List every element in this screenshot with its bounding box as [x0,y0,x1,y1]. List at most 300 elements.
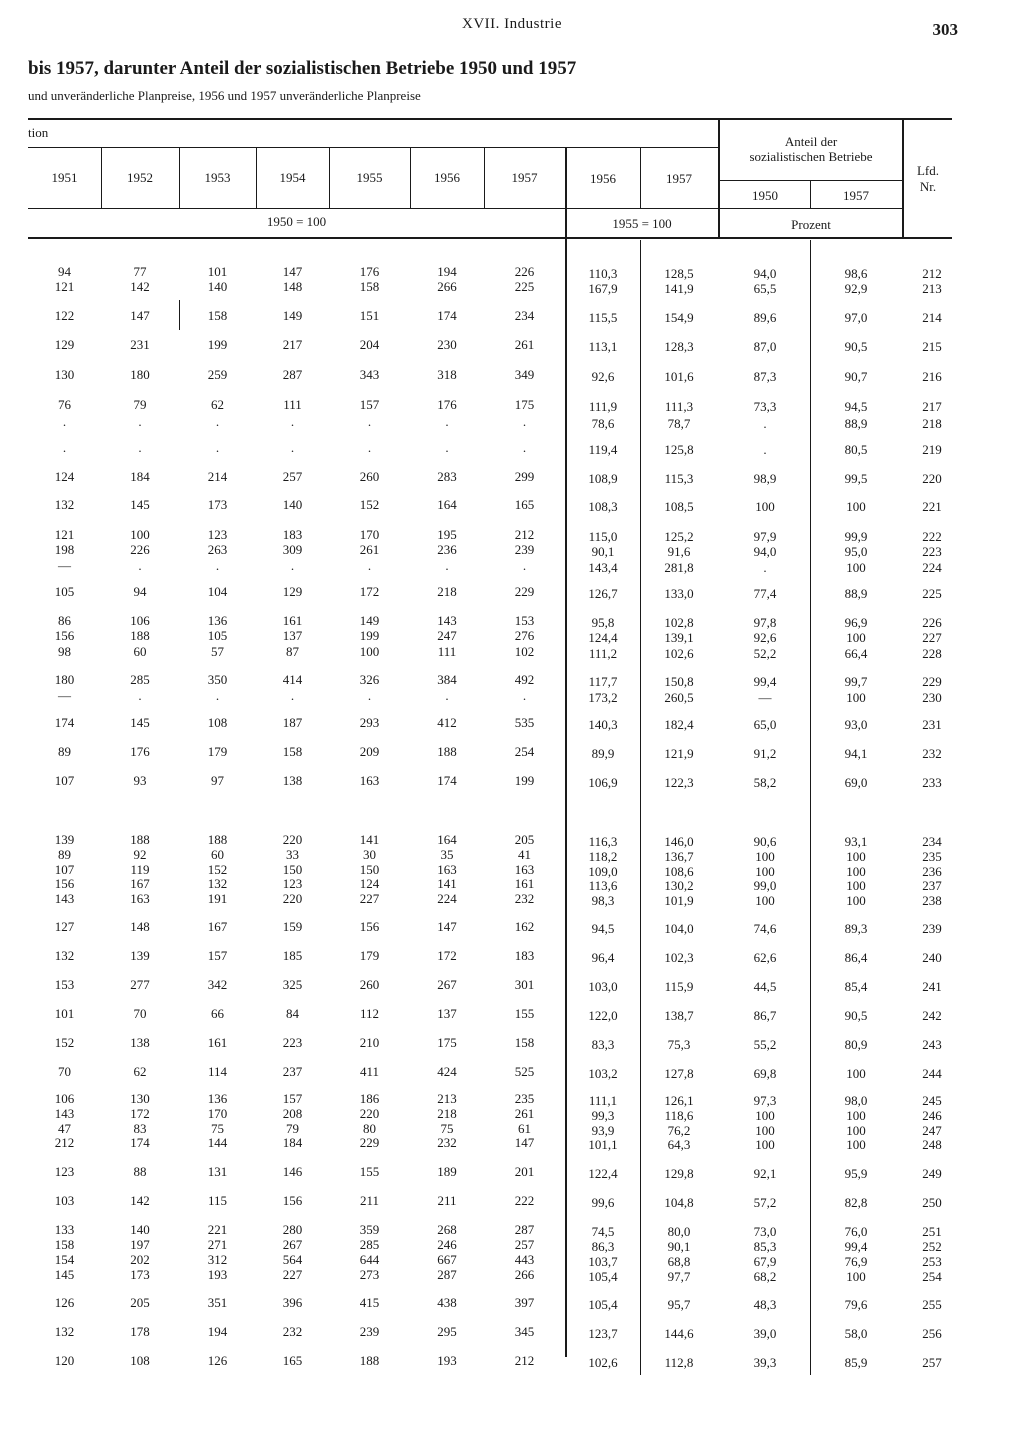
anteil-year: 1950 [752,188,778,203]
value-1951: 89 [58,847,71,862]
value-1953: 161 [207,1035,228,1050]
value-1954: 187 [282,715,303,730]
lfd-nr: 234 [922,834,942,849]
value-1957: 257 [514,1237,535,1252]
value-1957: 201 [514,1164,535,1179]
value-1956: 189 [437,1164,457,1179]
index-1957: 146,0 [664,834,694,849]
anteil-1950: 100 [755,1137,775,1152]
value-1955: 186 [359,1091,380,1106]
lfd-nr: 225 [922,586,942,601]
value-1956: 35 [440,847,454,862]
value-1957: 158 [514,1035,535,1050]
value-1956: 247 [437,628,457,643]
value-1955: 157 [359,397,380,412]
index-1956: 143,4 [588,560,618,575]
anteil-label: sozialistischen Betriebe [749,149,873,164]
anteil-1950: . [763,442,767,457]
value-1956: 667 [437,1252,457,1267]
anteil-1950: 100 [755,1123,775,1138]
anteil-1957: 90,5 [844,1008,868,1023]
value-1951: 120 [54,1353,75,1368]
anteil-1957: 94,5 [844,399,868,414]
value-1954: 33 [286,847,299,862]
value-1955: 30 [363,847,376,862]
index-1956: 122,4 [588,1166,618,1181]
index-1956: 123,7 [588,1326,618,1341]
value-1956: . [445,440,449,455]
value-1957: 301 [514,977,535,992]
lfd-nr: 253 [922,1254,942,1269]
index-1957: 104,0 [664,921,694,936]
value-1953: 136 [207,613,228,628]
index-1957: 139,1 [664,630,694,645]
anteil-1950: 67,9 [753,1254,777,1269]
index-1956: 113,1 [588,339,618,354]
value-1952: 167 [130,876,150,891]
index-1957: 91,6 [667,544,691,559]
lfd-nr: 240 [922,950,942,965]
value-1951: 70 [58,1064,71,1079]
index-1956: 111,1 [588,1093,618,1108]
value-1955: 359 [359,1222,380,1237]
value-1953: 312 [207,1252,228,1267]
anteil-1950: 39,0 [753,1326,777,1341]
anteil-1957: 88,9 [844,586,868,601]
year-header: 1956 [434,170,460,185]
value-1953: 60 [211,847,224,862]
value-1957: 199 [514,773,535,788]
value-1953: 193 [207,1267,228,1282]
value-1956: 193 [437,1353,457,1368]
index-1956: 93,9 [591,1123,615,1138]
value-1956: 283 [437,469,457,484]
anteil-1950: 97,8 [753,615,777,630]
anteil-1957: 66,4 [844,646,868,661]
value-1953: 170 [207,1106,228,1121]
value-1954: 208 [282,1106,303,1121]
value-1956: 287 [437,1267,457,1282]
value-1954: 79 [286,1121,299,1136]
value-1954: 148 [282,279,303,294]
value-1956: 143 [437,613,457,628]
value-1955: 343 [359,367,380,382]
anteil-1950: 69,8 [753,1066,777,1081]
index-1957: 118,6 [664,1108,694,1123]
value-1952: . [138,558,142,573]
index-1956: 115,5 [588,310,618,325]
value-1951: 132 [54,948,75,963]
value-1952: 205 [130,1295,150,1310]
anteil-1950: 73,0 [753,1224,777,1239]
value-1957: 287 [514,1222,535,1237]
value-1951: 86 [58,613,71,628]
value-1954: 159 [282,919,303,934]
value-1954: . [290,688,295,703]
value-1955: 229 [359,1135,380,1150]
value-1953: 259 [207,367,228,382]
value-1953: 158 [207,308,228,323]
index-1956: 99,6 [591,1195,615,1210]
value-1954: 309 [282,542,303,557]
value-1951: 107 [54,862,75,877]
value-1953: . [215,688,220,703]
value-1954: 227 [282,1267,303,1282]
value-1952: 145 [130,497,150,512]
value-1955: 239 [359,1324,380,1339]
anteil-1957: 99,4 [844,1239,868,1254]
anteil-1950: 77,4 [753,586,777,601]
value-1955: 227 [359,891,380,906]
index-1956: 115,0 [588,529,618,544]
index-1957: 121,9 [664,746,694,761]
index-1956: 74,5 [591,1224,615,1239]
lfd-nr: 247 [922,1123,942,1138]
value-1954: 414 [282,672,303,687]
value-1951: 133 [54,1222,75,1237]
value-1951: 76 [58,397,71,412]
anteil-1950: 92,6 [753,630,777,645]
value-1952: 106 [130,613,150,628]
value-1954: 217 [282,337,303,352]
value-1953: 131 [207,1164,228,1179]
index-1957: 127,8 [664,1066,694,1081]
anteil-1957: 88,9 [844,416,868,431]
value-1955: 260 [359,977,380,992]
index-1957: 101,9 [664,893,694,908]
index-1957: 260,5 [664,690,694,705]
value-1951: 152 [54,1035,75,1050]
value-1952: 142 [130,1193,150,1208]
value-1953: 173 [207,497,228,512]
value-1953: 214 [207,469,228,484]
value-1953: 140 [207,279,228,294]
lfd-nr: 233 [922,775,942,790]
value-1955: 411 [359,1064,380,1079]
value-1957: . [522,414,527,429]
value-1954: 185 [282,948,303,963]
value-1954: 138 [282,773,303,788]
anteil-1957: 86,4 [844,950,868,965]
anteil-1950: 39,3 [753,1355,777,1370]
table-title: bis 1957, darunter Anteil der sozialistischen Betriebe 1950 und 1957 [28,58,577,79]
index-1956: 92,6 [591,369,615,384]
lfd-nr: 248 [922,1137,942,1152]
value-1951: 107 [54,773,75,788]
value-1956: . [445,558,449,573]
value-1953: 167 [207,919,228,934]
value-1951: 158 [54,1237,75,1252]
index-1957: 90,1 [667,1239,691,1254]
anteil-1950: 94,0 [753,544,777,559]
value-1951: 156 [54,876,75,891]
value-1954: 396 [282,1295,303,1310]
anteil-1950: — [758,690,772,705]
index-1956: 126,7 [588,586,618,601]
value-1953: 57 [211,644,224,659]
value-1957: 41 [518,847,531,862]
value-1953: 123 [207,527,228,542]
value-1957: 299 [514,469,535,484]
value-1952: 176 [130,744,150,759]
value-1955: 124 [359,876,380,891]
value-1956: 268 [437,1222,457,1237]
index-1956: 96,4 [591,950,615,965]
top-rule [28,118,952,120]
value-1956: 230 [437,337,457,352]
value-1953: 179 [207,744,228,759]
lfd-nr: 226 [922,615,942,630]
value-1957: 234 [514,308,535,323]
value-1955: 209 [359,744,380,759]
value-1951: 143 [54,891,75,906]
lfd-nr: 255 [922,1297,942,1312]
value-1952: 60 [133,644,147,659]
value-1953: 104 [207,584,228,599]
base-label-b: 1955 = 100 [612,216,672,231]
value-1957: . [522,688,527,703]
value-1952: 184 [130,469,150,484]
lfd-nr: 214 [922,310,942,325]
value-1956: 438 [437,1295,457,1310]
lfd-nr: 229 [922,674,942,689]
lfd-nr: 243 [922,1037,942,1052]
value-1951: 98 [58,644,71,659]
value-1951: 126 [54,1295,75,1310]
anteil-1950: 94,0 [753,266,777,281]
value-1956: 195 [437,527,457,542]
value-1954: 223 [282,1035,303,1050]
value-1952: 70 [133,1006,147,1021]
index-1956: 116,3 [588,834,618,849]
value-1956: 174 [437,773,457,788]
lfd-nr: 231 [922,717,942,732]
index-1957: 78,7 [667,416,691,431]
anteil-1957: 100 [846,849,866,864]
value-1953: 105 [207,628,228,643]
anteil-1957: 95,0 [844,544,868,559]
lfd-nr: 245 [922,1093,942,1108]
value-1957: 261 [514,337,535,352]
anteil-1950: 62,6 [753,950,777,965]
value-1951: 105 [54,584,75,599]
value-1951: 153 [54,977,75,992]
value-1955: 151 [359,308,380,323]
index-1957: 128,3 [664,339,694,354]
index-1957: 108,5 [664,499,694,514]
anteil-1957: 100 [846,499,866,514]
index-1957: 126,1 [664,1093,694,1108]
anteil-1950: 97,3 [753,1093,777,1108]
anteil-1957: 92,9 [844,281,868,296]
value-1952: 285 [130,672,150,687]
value-1952: 83 [133,1121,147,1136]
year-header: 1955 [356,170,383,185]
value-1951: 132 [54,497,75,512]
year-header: 1952 [127,170,153,185]
index-1956: 90,1 [591,544,615,559]
index-1957: 125,8 [664,442,694,457]
value-1956: 218 [437,1106,457,1121]
index-1957: 130,2 [664,878,694,893]
index-1956: 122,0 [588,1008,618,1023]
value-1956: 137 [437,1006,457,1021]
value-1956: 218 [437,584,457,599]
value-1953: 350 [207,672,228,687]
value-1957: 226 [514,264,535,279]
value-1951: 121 [54,279,75,294]
lfd-nr: 215 [922,339,942,354]
index-1957: 102,6 [664,646,694,661]
value-1957: 535 [514,715,535,730]
anteil-1957: 82,8 [844,1195,868,1210]
anteil-1957: 93,0 [844,717,868,732]
index-1956: 105,4 [588,1269,618,1284]
value-1953: 101 [207,264,228,279]
lfd-nr: 235 [922,849,942,864]
value-1951: 122 [54,308,75,323]
anteil-1950: 89,6 [753,310,777,325]
anteil-1950: 87,3 [753,369,777,384]
index-1956: 103,7 [588,1254,618,1269]
value-1955: 152 [359,497,380,512]
year-row-rule [28,208,902,209]
value-1952: 148 [130,919,150,934]
index-1956: 103,0 [588,979,618,994]
lfd-nr: 252 [922,1239,942,1254]
lfd-nr: 227 [922,630,942,645]
value-1955: 211 [359,1193,380,1208]
value-1957: 225 [514,279,535,294]
anteil-1950: . [763,560,767,575]
lfd-nr: 220 [922,471,942,486]
index-1956: 89,9 [591,746,615,761]
value-1954: 184 [282,1135,303,1150]
index-1957: 129,8 [664,1166,694,1181]
anteil-1957: 100 [846,1066,866,1081]
anteil-year: 1957 [843,188,869,203]
anteil-1957: 90,7 [844,369,868,384]
anteil-1957: 100 [846,1137,866,1152]
anteil-1950: 68,2 [753,1269,777,1284]
value-1957: 229 [514,584,535,599]
value-1953: 75 [211,1121,224,1136]
anteil-1950: 86,7 [753,1008,777,1023]
anteil-1957: 90,5 [844,339,868,354]
value-1951: . [62,440,67,455]
lfd-nr: 212 [922,266,942,281]
index-1957: 104,8 [664,1195,694,1210]
anteil-1950: 99,4 [753,674,777,689]
value-1954: . [290,414,295,429]
lfd-nr: 241 [922,979,942,994]
value-1951: 129 [54,337,75,352]
value-1952: 178 [130,1324,150,1339]
anteil-1950: 91,2 [753,746,777,761]
value-1953: 62 [211,397,224,412]
index-1956: 109,0 [588,864,618,879]
value-1951: 156 [54,628,75,643]
lfd-nr: 244 [922,1066,942,1081]
anteil-1950: 65,5 [753,281,777,296]
value-1957: . [522,440,527,455]
lfd-nr: 254 [922,1269,942,1284]
value-1952: 94 [133,584,147,599]
value-1954: 84 [286,1006,299,1021]
anteil-1957: 100 [846,893,866,908]
value-1957: 212 [514,527,535,542]
anteil-1957: 100 [846,878,866,893]
index-1956: 98,3 [591,893,615,908]
index-1956: 105,4 [588,1297,618,1312]
year-header-b: 1957 [666,171,692,186]
running-header: XVII. Industrie [462,16,562,32]
lfd-nr: 221 [922,499,942,514]
index-1957: 133,0 [664,586,694,601]
value-1957: 232 [514,891,535,906]
value-1954: . [290,440,295,455]
value-1956: 147 [437,919,457,934]
anteil-1957: 100 [846,864,866,879]
value-1954: 257 [282,469,303,484]
value-1955: 188 [359,1353,380,1368]
index-1956: 167,9 [588,281,618,296]
anteil-1950: 99,0 [753,878,777,893]
value-1951: 124 [54,469,75,484]
value-1957: 492 [514,672,535,687]
anteil-1950: 74,6 [753,921,777,936]
value-1955: 261 [359,542,380,557]
anteil-1957: 58,0 [844,1326,868,1341]
index-1956: 106,9 [588,775,618,790]
value-1952: 139 [130,948,150,963]
anteil-1957: 100 [846,560,866,575]
value-1951: 101 [54,1006,75,1021]
value-1953: 108 [207,715,228,730]
value-1955: 260 [359,469,380,484]
index-1956: 86,3 [591,1239,615,1254]
value-1954: 183 [282,527,303,542]
value-1952: 138 [130,1035,150,1050]
value-1953: 144 [207,1135,228,1150]
index-1956: 117,7 [588,674,618,689]
anteil-1950: 97,9 [753,529,777,544]
header-bottom-rule [28,237,952,239]
value-1955: 415 [359,1295,380,1310]
index-1956: 78,6 [591,416,615,431]
group-label: tion [28,125,49,140]
anteil-1957: 100 [846,1108,866,1123]
index-1956: 103,2 [588,1066,618,1081]
lfd-nr: 257 [922,1355,942,1370]
value-1955: 172 [359,584,380,599]
anteil-1957: 100 [846,690,866,705]
value-1954: 287 [282,367,303,382]
header-mid-rule [28,147,718,148]
value-1953: 188 [207,832,228,847]
index-1956: 119,4 [588,442,618,457]
value-1951: 145 [54,1267,75,1282]
value-1956: 232 [437,1135,457,1150]
value-1957: 239 [514,542,535,557]
anteil-1950: 100 [755,1108,775,1123]
value-1952: 188 [130,832,150,847]
value-1953: . [215,440,220,455]
value-1951: 143 [54,1106,75,1121]
value-1957: 266 [514,1267,535,1282]
value-1955: 163 [359,773,380,788]
value-1955: 326 [359,672,380,687]
